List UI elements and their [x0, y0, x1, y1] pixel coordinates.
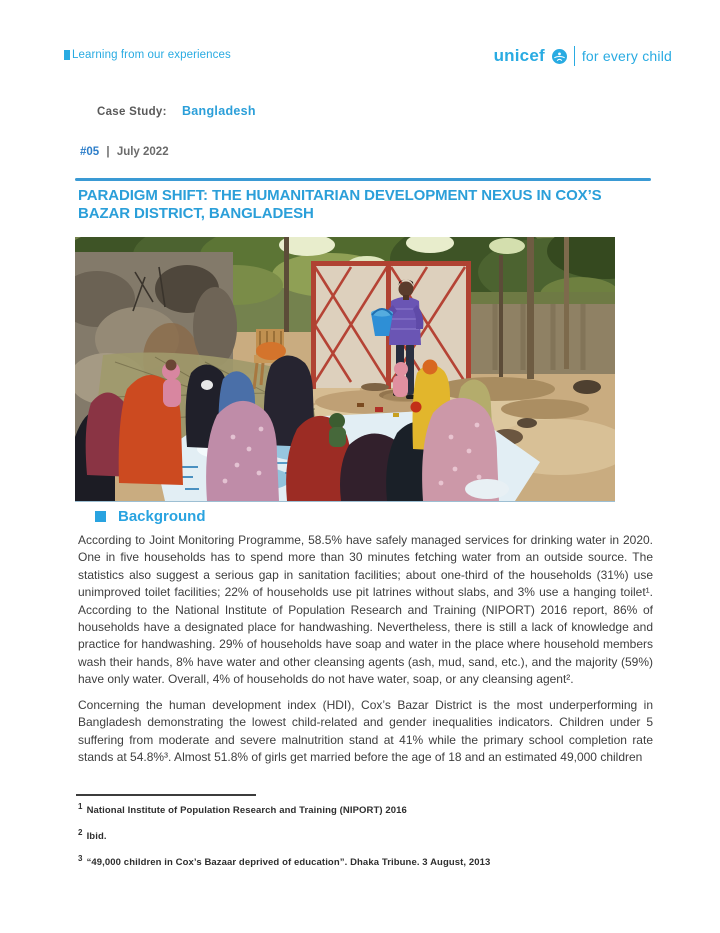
- footnote-1: [78, 801, 638, 817]
- footnote-1-text: National Institute of Population Research and Training (NIPORT) 2016: [86, 805, 407, 817]
- case-study-row: [97, 104, 256, 118]
- tagline-text: Learning from our experiences: [72, 49, 231, 61]
- footnote-separator: [76, 794, 256, 796]
- issue-date: July 2022: [116, 146, 169, 158]
- section-heading-label: Background: [118, 508, 206, 525]
- header-tagline: [64, 49, 231, 61]
- logo-divider: [574, 46, 575, 66]
- footnote-3-marker: 3: [78, 854, 83, 864]
- cover-photo-illustration: [75, 237, 615, 501]
- tagline-square-icon: [64, 50, 70, 60]
- blue-bucket: [371, 309, 393, 336]
- page-title: PARADIGM SHIFT: THE HUMANITARIAN DEVELOPMENT NEXUS IN COX’S BAZAR DISTRICT, BANGLADESH: [78, 187, 602, 222]
- issue-number: #05: [80, 146, 100, 158]
- unicef-globe-icon: [552, 49, 567, 64]
- case-study-label: Case Study:: [97, 106, 167, 118]
- section-heading-background: [95, 508, 206, 525]
- title-divider-rule: [75, 178, 651, 181]
- issue-row: [80, 146, 169, 158]
- paragraph-hdi: Concerning the human development index (HDI), Cox’s Bazar District is the most underperforming in Bangladesh demonstrating the lowest child-related and gender inequalities indicators. Children under 5 suffering from moderate and severe malnutrition stand at 41% while the primary school completion rate stands at 54.8%³. Almost 51.8% of girls get married before the age of 18 and an estimated 49,000 children: [78, 698, 653, 765]
- case-study-country: Bangladesh: [181, 104, 256, 118]
- footnote-2-text: Ibid.: [86, 831, 107, 843]
- unicef-wordmark: unicef: [493, 46, 545, 65]
- footnote-3-text: “49,000 children in Cox’s Bazaar deprived of education”. Dhaka Tribune. 3 August, 2013: [86, 857, 491, 869]
- heading-square-icon: [95, 511, 106, 522]
- cover-photo: [75, 237, 615, 502]
- footnote-2-marker: 2: [78, 828, 83, 838]
- footnote-2: [78, 827, 638, 843]
- footnote-3: [78, 853, 638, 869]
- footnote-1-marker: 1: [78, 802, 83, 811]
- issue-separator: |: [106, 146, 110, 158]
- footnotes-block: [78, 801, 638, 879]
- unicef-logo: [494, 46, 672, 66]
- unicef-slogan: for every child: [581, 48, 672, 64]
- paragraph-wash-statistics: According to Joint Monitoring Programme, 58.5% have safely managed services for drinking water in 2020. One in five households has to spend more than 30 minutes fetching water from an outside source. The statistics also suggest a serious gap in sanitation facilities; about one-third of the households (31%) use unimproved toilet facilities; 22% of households use pit latrines without slabs, and 3% use a hanging toilet¹. According to the National Institute of Population Research and Training (NIPORT) 2016 report, 86% of households have a designated place for handwashing. Nevertheless, there is still a lack of knowledge and practice for handwashing. 29% of households have soap and water in the place where household members wash their hands, 8% have water and other cleansing agents (ash, mud, sand, etc.), and the majority (59%) have only water. Overall, 4% of households do not have water, soap, or any cleansing agent².: [78, 533, 653, 687]
